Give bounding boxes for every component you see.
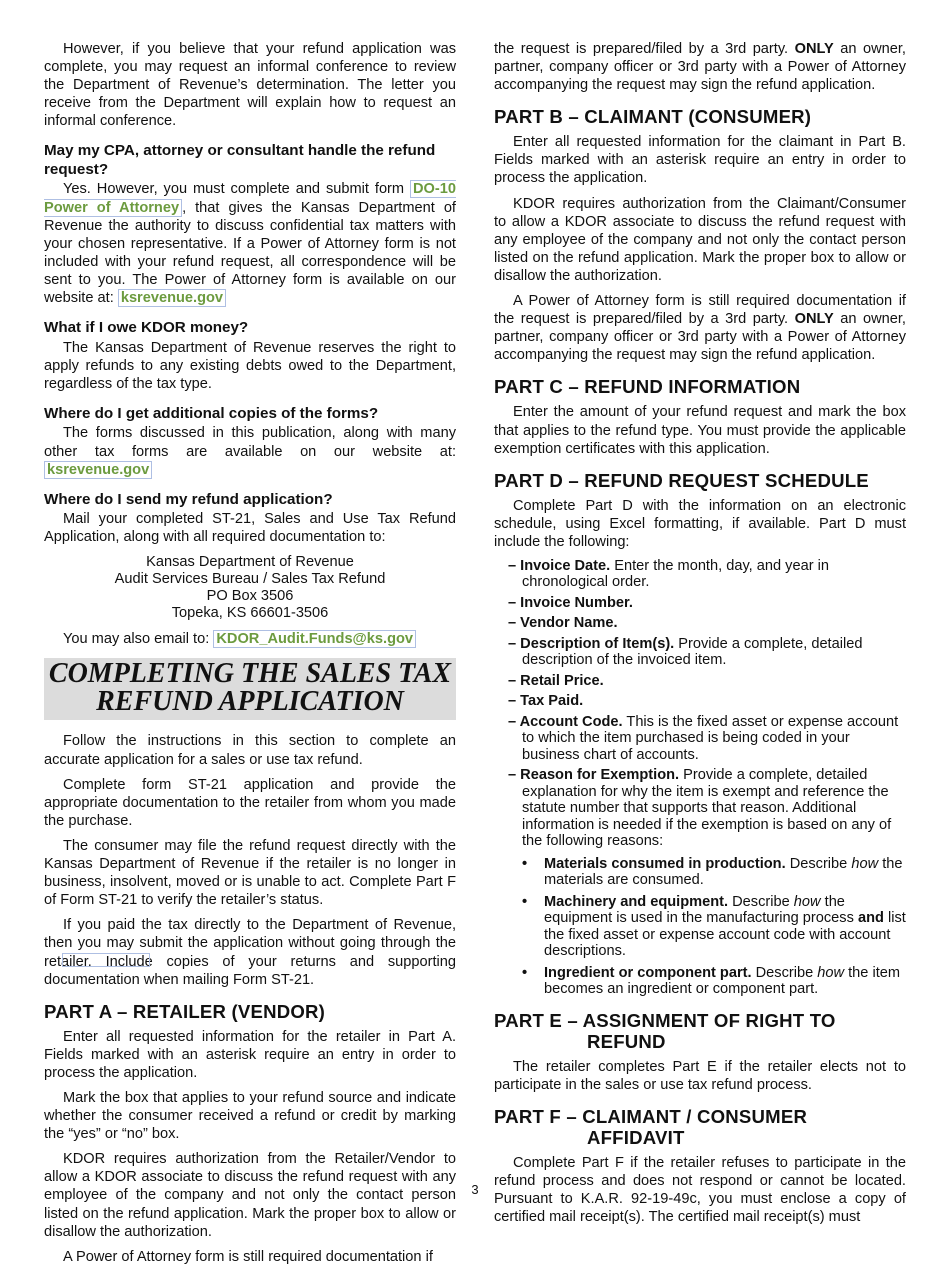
reason-item: • Materials consumed in production. Describe how the materials are consumed. — [522, 856, 906, 889]
banner-line: COMPLETING THE SALES TAX — [48, 658, 452, 690]
part-e-heading: PART E – ASSIGNMENT OF RIGHT TO REFUND — [494, 1009, 836, 1052]
consumer-paragraph: The consumer may file the refund request directly with the Kansas Department of Revenue if the retailer is no longer in business, insolvent, moved or is unable to act. Complete Part F of Form ST-21 to verify the retailer’s status. — [44, 837, 456, 909]
reason-item: • Ingredient or component part. Describe how the item becomes an ingredient or component part. — [522, 965, 906, 998]
exemption-reasons-list — [522, 856, 906, 998]
cpa-heading: May my CPA, attorney or consultant handle the refund request? — [44, 142, 436, 178]
list-item: – Description of Item(s). Provide a complete, detailed description of the invoiced item. — [508, 635, 863, 669]
part-e-paragraph: The retailer completes Part E if the retailer elects not to participate in the sales or use tax refund process. — [494, 1058, 906, 1094]
continued-paragraph: the request is prepared/filed by a 3rd party. ONLY an owner, partner, company officer or 3rd party with a Power of Attorney accompanying the request may sign the refund application. — [494, 41, 906, 94]
left-column — [44, 40, 456, 1273]
part-b-paragraph: A Power of Attorney form is still required documentation if the request is prepared/filed by a 3rd party. ONLY an owner, partner, company officer or 3rd party with a Power of Attorney accompanying the request may sign the refund application. — [494, 293, 906, 364]
intro-paragraph: However, if you believe that your refund application was complete, you may request an informal conference to review the Department of Revenue’s determination. The letter you receive from the Department will explain how to request an informal conference. — [44, 41, 456, 130]
part-b-paragraph: Enter all requested information for the claimant in Part B. Fields marked with an asterisk require an entry in order to process the application. — [494, 134, 906, 187]
owe-heading: What if I owe KDOR money? — [44, 319, 249, 337]
banner-line: REFUND APPLICATION — [96, 686, 404, 718]
schedule-items-list — [494, 558, 906, 998]
email-link[interactable]: KDOR_Audit.Funds@ks.gov — [213, 630, 416, 648]
part-a-paragraph: KDOR requires authorization from the Retailer/Vendor to allow a KDOR associate to discuss the refund request with any employee of the company and not only the contact person listed on the refund application. Mark the proper box to allow or disallow the authorization. — [44, 1151, 456, 1240]
link-box-outline — [62, 953, 150, 967]
ksrevenue-link[interactable]: ksrevenue.gov — [44, 461, 152, 479]
copies-heading: Where do I get additional copies of the forms? — [44, 404, 379, 422]
power-of-attorney-link[interactable]: DO-10 Power of Attorney — [44, 181, 456, 216]
part-c-paragraph: Enter the amount of your refund request and mark the box that applies to the refund type. You must provide the applicable exemption certificates with this application. — [494, 404, 906, 457]
list-item: – Invoice Date. Enter the month, day, and year in chronological order. — [508, 557, 829, 591]
email-paragraph: You may also email to: KDOR_Audit.Funds@ks.gov — [44, 630, 456, 648]
address-line: Kansas Department of Revenue — [146, 554, 354, 571]
mailing-address — [44, 554, 456, 622]
part-a-heading: PART A – RETAILER (VENDOR) — [44, 1000, 326, 1022]
follow-paragraph: Follow the instructions in this section to complete an accurate application for a sales or use tax refund. — [44, 733, 456, 768]
send-heading: Where do I send my refund application? — [44, 490, 333, 508]
part-c-heading: PART C – REFUND INFORMATION — [494, 376, 801, 398]
list-item: – Tax Paid. — [508, 693, 584, 710]
list-item: – Account Code. This is the fixed asset or expense account to which the item purchased is being coded in your business chart of accounts. — [508, 713, 899, 763]
reason-item: • Machinery and equipment. Describe how the equipment is used in the manufacturing process and list the fixed asset or expense account code with account descriptions. — [522, 894, 906, 960]
part-a-paragraph: Enter all requested information for the retailer in Part A. Fields marked with an asterisk require an entry in order to process the application. — [44, 1028, 456, 1081]
section-banner — [44, 658, 456, 720]
paid-paragraph: If you paid the tax directly to the Department of Revenue, then you may submit the application without going through the retailer. Include copies of your returns and supporting documentation when mailing Form ST-21. — [44, 917, 456, 988]
address-line: PO Box 3506 — [206, 588, 294, 605]
copies-paragraph: The forms discussed in this publication, along with many other tax forms are available on our website at: ksrevenue.gov — [44, 425, 456, 478]
part-d-paragraph: Complete Part D with the information on an electronic schedule, using Excel formatting, if available. Part D must include the following: — [494, 497, 906, 550]
complete-paragraph: Complete form ST-21 application and provide the appropriate documentation to the retailer from whom you made the purchase. — [44, 776, 456, 829]
list-item: – Reason for Exemption. Provide a complete, detailed explanation for why the item is exempt and reference the statute number that supports that reason. Additional information is needed if the exemption is based on any of the following reasons: • Materials consumed in production. Describe how the materials are consumed. • Machinery and equipment. Describe how the equipment is used in the manufacturing process and list the fixed asset or expense account code with account descriptions. • Ingredient or component part. Describe how the item becomes an ingredient or component part. — [494, 767, 906, 998]
right-column — [494, 40, 906, 1234]
part-b-heading: PART B – CLAIMANT (CONSUMER) — [494, 106, 812, 128]
list-item: – Retail Price. — [508, 672, 604, 689]
list-item: – Invoice Number. — [508, 594, 633, 611]
part-f-heading: PART F – CLAIMANT / CONSUMER AFFIDAVIT — [494, 1106, 808, 1149]
page-number: 3 — [471, 1182, 479, 1197]
address-line: Topeka, KS 66601-3506 — [171, 605, 329, 622]
send-paragraph: Mail your completed ST-21, Sales and Use Tax Refund Application, along with all required documentation to: — [44, 511, 456, 546]
part-a-paragraph: Mark the box that applies to your refund source and indicate whether the consumer received a refund or credit by marking the “yes” or “no” box. — [44, 1089, 456, 1143]
part-a-paragraph: A Power of Attorney form is still required documentation if — [63, 1248, 433, 1265]
part-f-paragraph: Complete Part F if the retailer refuses to participate in the refund process and does not respond or cannot be located. Pursuant to K.A.R. 92-19-49c, you must enclose a copy of certified mail receipt(s). The certified mail receipt(s) must — [494, 1155, 906, 1226]
owe-paragraph: The Kansas Department of Revenue reserves the right to apply refunds to any existing debts owed to the Department, regardless of the tax type. — [44, 339, 456, 392]
list-item: – Vendor Name. — [508, 615, 618, 632]
ksrevenue-link[interactable]: ksrevenue.gov — [118, 289, 226, 307]
cpa-paragraph: Yes. However, you must complete and submit form DO-10 Power of Attorney , that gives the Kansas Department of Revenue the authority to discuss confidential tax matters with your chosen representative. If a Power of Attorney form is not included with your refund request, all correspondence will be sent to you. The Power of Attorney form is available on our website at: ksrevenue.gov — [44, 181, 456, 307]
part-d-heading: PART D – REFUND REQUEST SCHEDULE — [494, 469, 869, 491]
part-b-paragraph: KDOR requires authorization from the Claimant/Consumer to allow a KDOR associate to discuss the refund request with any employee of the company and not only the contact person listed on the refund application. Mark the proper box to allow or disallow the authorization. — [494, 195, 906, 284]
address-line: Audit Services Bureau / Sales Tax Refund — [114, 571, 386, 588]
